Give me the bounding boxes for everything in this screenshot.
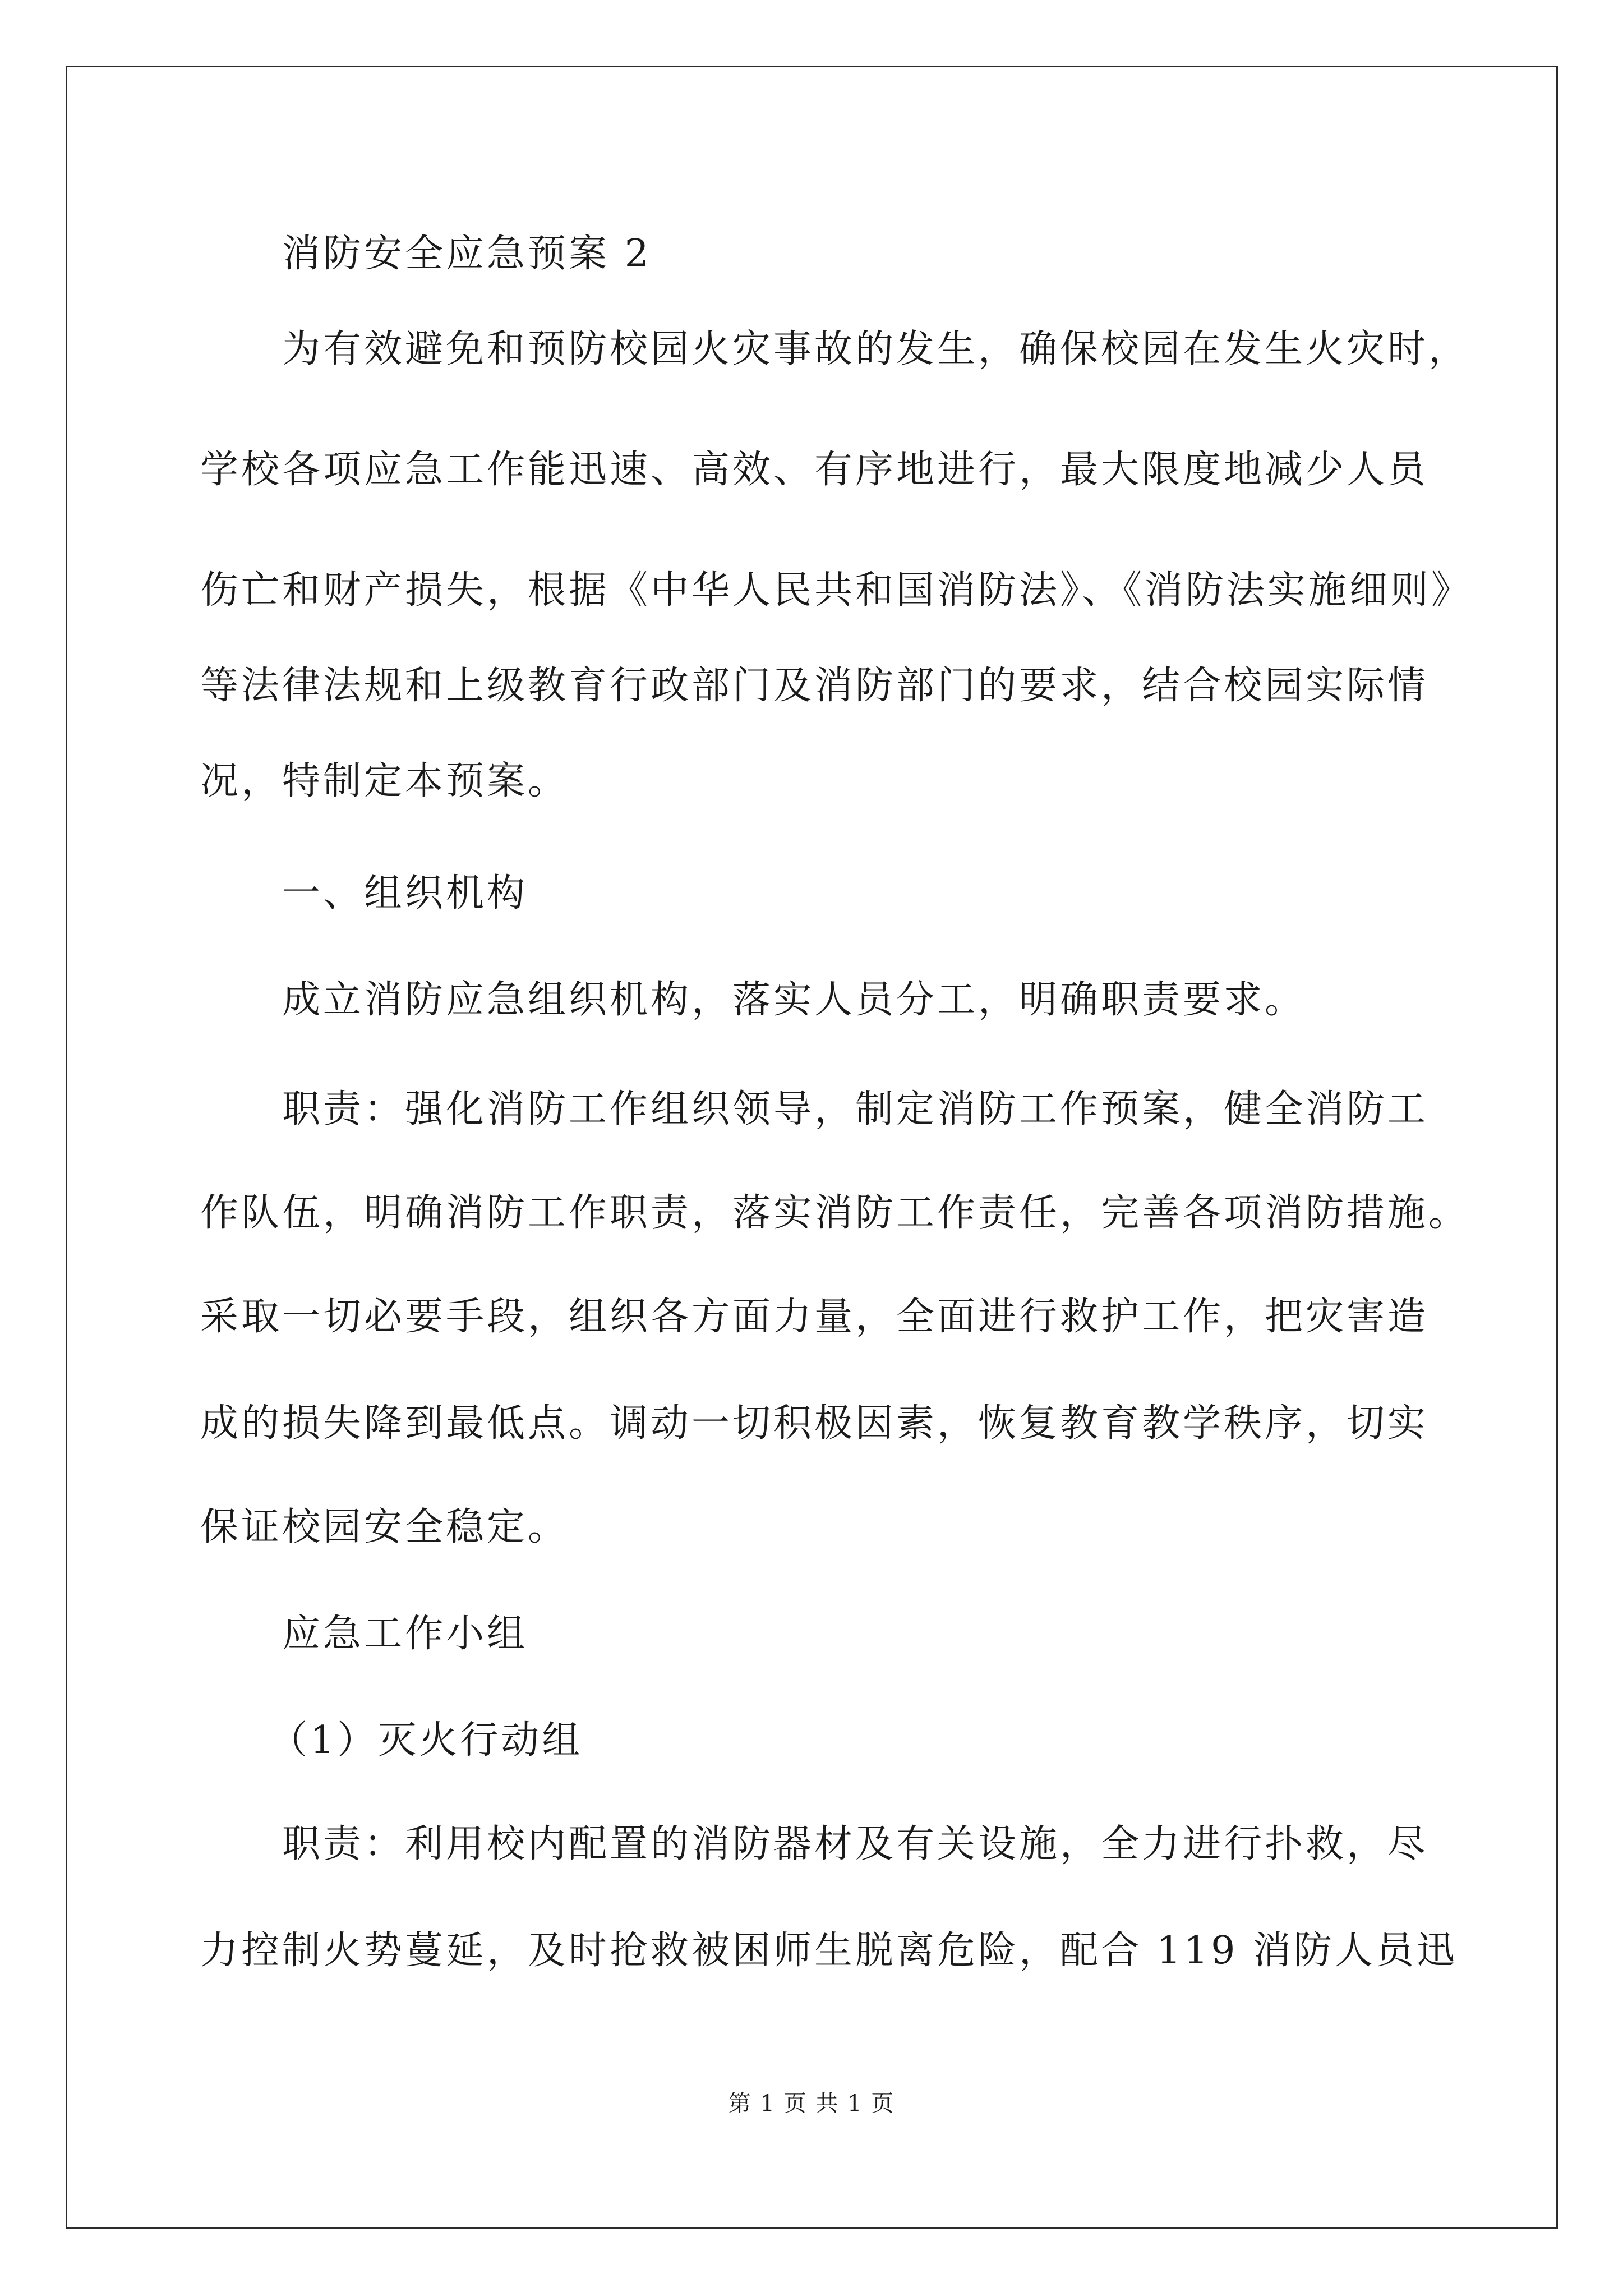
subgroup-heading: 应急工作小组 (282, 1612, 528, 1656)
duty-line-5: 保证校园安全稳定。 (200, 1505, 569, 1549)
intro-line-3: 伤亡和财产损失，根据《中华人民共和国消防法》、《消防法实施细则》 (200, 568, 1473, 613)
duty-line-2: 作队伍，明确消防工作职责，落实消防工作责任，完善各项消防措施。 (200, 1191, 1470, 1235)
group-1-line-2: 力控制火势蔓延，及时抢救被困师生脱离危险，配合 119 消防人员迅 (200, 1929, 1458, 1973)
group-1-line-1: 职责：利用校内配置的消防器材及有关设施，全力进行扑救，尽 (282, 1822, 1429, 1866)
page-border (66, 66, 1558, 2229)
intro-line-2: 学校各项应急工作能迅速、高效、有序地进行，最大限度地减少人员 (200, 448, 1429, 492)
intro-line-1: 为有效避免和预防校园火灾事故的发生，确保校园在发生火灾时， (282, 327, 1470, 371)
duty-line-1: 职责：强化消防工作组织领导，制定消防工作预案，健全消防工 (282, 1087, 1429, 1131)
document-title: 消防安全应急预案 2 (282, 232, 652, 276)
intro-line-4: 等法律法规和上级教育行政部门及消防部门的要求，结合校园实际情 (200, 664, 1429, 708)
group-1-heading: （1）灭火行动组 (269, 1718, 583, 1763)
duty-line-4: 成的损失降到最低点。调动一切积极因素，恢复教育教学秩序，切实 (200, 1401, 1429, 1446)
section-1-heading: 一、组织机构 (282, 871, 528, 915)
section-1-text: 成立消防应急组织机构，落实人员分工，明确职责要求。 (282, 978, 1306, 1022)
page-number-footer: 第 1 页 共 1 页 (728, 2091, 895, 2116)
intro-line-5: 况，特制定本预案。 (200, 759, 569, 803)
duty-line-3: 采取一切必要手段，组织各方面力量，全面进行救护工作，把灾害造 (200, 1295, 1429, 1339)
